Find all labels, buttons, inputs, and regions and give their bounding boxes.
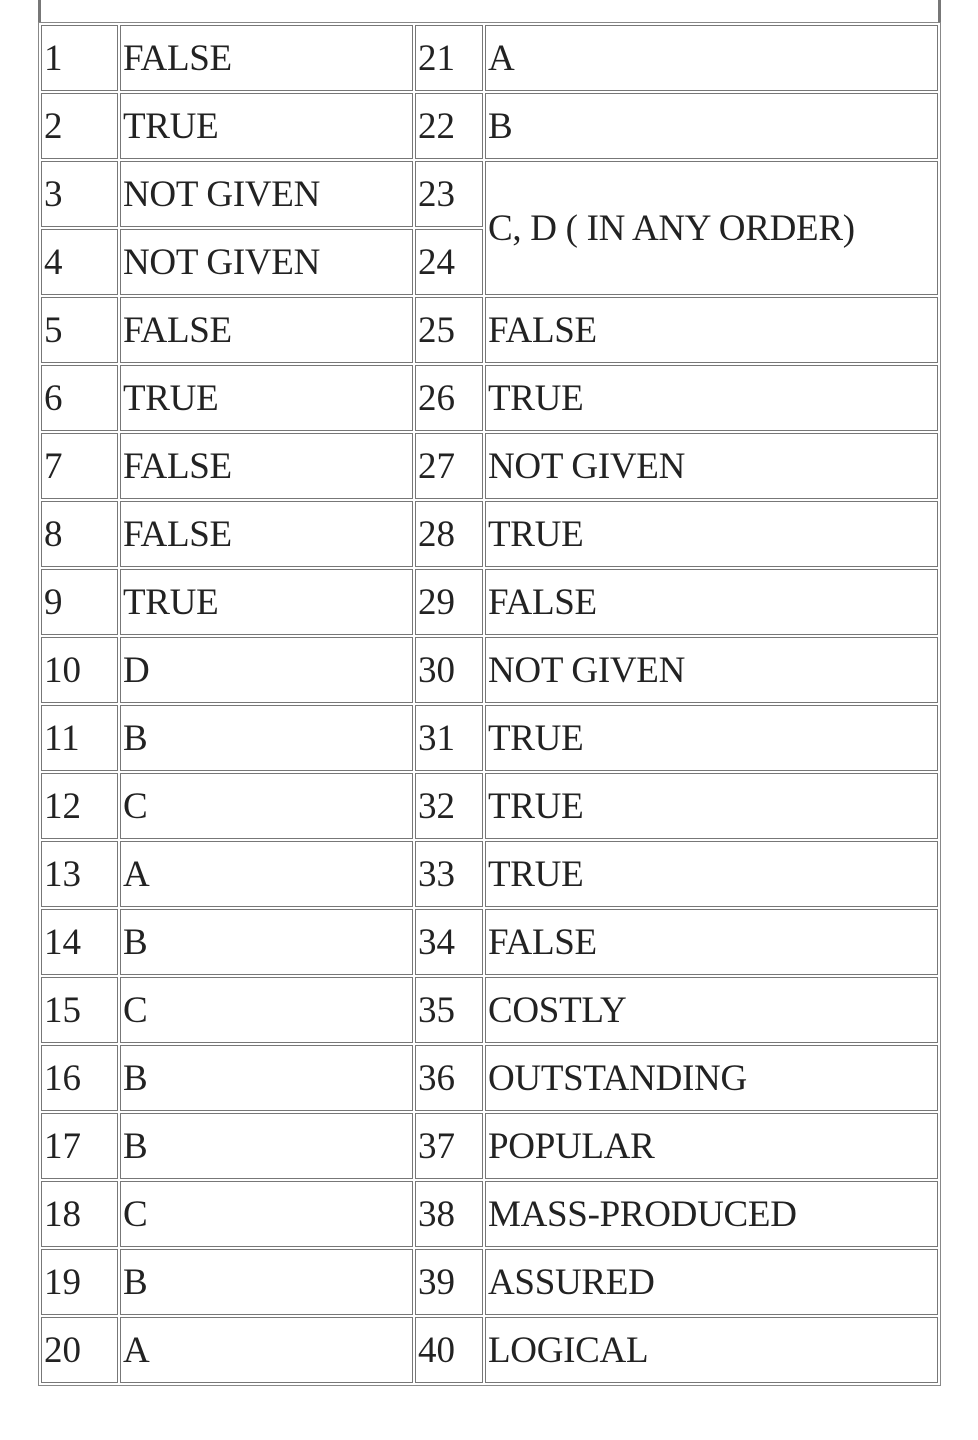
table-row — [41, 637, 938, 703]
question-number-cell: 17 — [41, 1113, 118, 1179]
table-row — [41, 161, 938, 227]
question-number-cell: 40 — [415, 1317, 483, 1383]
answer-cell: TRUE — [485, 501, 938, 567]
answer-key-table — [38, 22, 941, 1386]
question-number-cell: 1 — [41, 25, 118, 91]
table-row — [41, 569, 938, 635]
answer-cell: B — [120, 909, 413, 975]
question-number-cell: 13 — [41, 841, 118, 907]
question-number-cell: 39 — [415, 1249, 483, 1315]
answer-cell: NOT GIVEN — [485, 637, 938, 703]
answer-cell: TRUE — [485, 773, 938, 839]
question-number-cell: 6 — [41, 365, 118, 431]
answer-cell: FALSE — [485, 569, 938, 635]
table-row — [41, 433, 938, 499]
answer-cell: B — [120, 1249, 413, 1315]
answer-cell: B — [485, 93, 938, 159]
question-number-cell: 10 — [41, 637, 118, 703]
answer-cell: POPULAR — [485, 1113, 938, 1179]
question-number-cell: 27 — [415, 433, 483, 499]
question-number-cell: 8 — [41, 501, 118, 567]
answer-cell: C, D ( IN ANY ORDER) — [485, 161, 938, 295]
answer-cell: ASSURED — [485, 1249, 938, 1315]
question-number-cell: 18 — [41, 1181, 118, 1247]
answer-cell: C — [120, 1181, 413, 1247]
question-number-cell: 23 — [415, 161, 483, 227]
question-number-cell: 35 — [415, 977, 483, 1043]
answer-cell: B — [120, 1113, 413, 1179]
answer-cell: TRUE — [485, 365, 938, 431]
answer-cell: B — [120, 705, 413, 771]
question-number-cell: 36 — [415, 1045, 483, 1111]
answer-cell: A — [485, 25, 938, 91]
answer-cell: B — [120, 1045, 413, 1111]
answer-cell: TRUE — [485, 841, 938, 907]
table-row — [41, 705, 938, 771]
table-row — [41, 1113, 938, 1179]
question-number-cell: 26 — [415, 365, 483, 431]
table-row — [41, 297, 938, 363]
question-number-cell: 3 — [41, 161, 118, 227]
table-row — [41, 841, 938, 907]
question-number-cell: 25 — [415, 297, 483, 363]
question-number-cell: 33 — [415, 841, 483, 907]
answer-cell: TRUE — [120, 569, 413, 635]
answer-cell: FALSE — [120, 297, 413, 363]
question-number-cell: 11 — [41, 705, 118, 771]
table-row — [41, 501, 938, 567]
question-number-cell: 4 — [41, 229, 118, 295]
question-number-cell: 9 — [41, 569, 118, 635]
answer-cell: FALSE — [485, 909, 938, 975]
table-row — [41, 93, 938, 159]
question-number-cell: 28 — [415, 501, 483, 567]
question-number-cell: 20 — [41, 1317, 118, 1383]
question-number-cell: 32 — [415, 773, 483, 839]
answer-cell: FALSE — [485, 297, 938, 363]
answer-cell: COSTLY — [485, 977, 938, 1043]
answer-cell: FALSE — [120, 433, 413, 499]
answer-key-body — [41, 25, 938, 1383]
question-number-cell: 22 — [415, 93, 483, 159]
question-number-cell: 19 — [41, 1249, 118, 1315]
question-number-cell: 29 — [415, 569, 483, 635]
question-number-cell: 30 — [415, 637, 483, 703]
question-number-cell: 15 — [41, 977, 118, 1043]
answer-cell: D — [120, 637, 413, 703]
table-row — [41, 977, 938, 1043]
answer-cell: C — [120, 977, 413, 1043]
question-number-cell: 14 — [41, 909, 118, 975]
answer-cell: MASS-PRODUCED — [485, 1181, 938, 1247]
table-row — [41, 1249, 938, 1315]
answer-cell: TRUE — [120, 93, 413, 159]
answer-cell: A — [120, 1317, 413, 1383]
question-number-cell: 16 — [41, 1045, 118, 1111]
answer-cell: OUTSTANDING — [485, 1045, 938, 1111]
answer-cell: FALSE — [120, 25, 413, 91]
answer-cell: TRUE — [485, 705, 938, 771]
answer-cell: LOGICAL — [485, 1317, 938, 1383]
answer-cell: NOT GIVEN — [120, 161, 413, 227]
table-row — [41, 909, 938, 975]
answer-cell: TRUE — [120, 365, 413, 431]
question-number-cell: 21 — [415, 25, 483, 91]
answer-cell: NOT GIVEN — [120, 229, 413, 295]
table-top-edge — [38, 0, 941, 22]
table-row — [41, 365, 938, 431]
table-row — [41, 1181, 938, 1247]
table-row — [41, 25, 938, 91]
table-row — [41, 1045, 938, 1111]
question-number-cell: 37 — [415, 1113, 483, 1179]
answer-cell: A — [120, 841, 413, 907]
question-number-cell: 24 — [415, 229, 483, 295]
question-number-cell: 2 — [41, 93, 118, 159]
question-number-cell: 38 — [415, 1181, 483, 1247]
table-row — [41, 1317, 938, 1383]
question-number-cell: 34 — [415, 909, 483, 975]
answer-cell: FALSE — [120, 501, 413, 567]
table-row — [41, 773, 938, 839]
question-number-cell: 5 — [41, 297, 118, 363]
answer-cell: C — [120, 773, 413, 839]
question-number-cell: 12 — [41, 773, 118, 839]
answer-cell: NOT GIVEN — [485, 433, 938, 499]
question-number-cell: 31 — [415, 705, 483, 771]
question-number-cell: 7 — [41, 433, 118, 499]
